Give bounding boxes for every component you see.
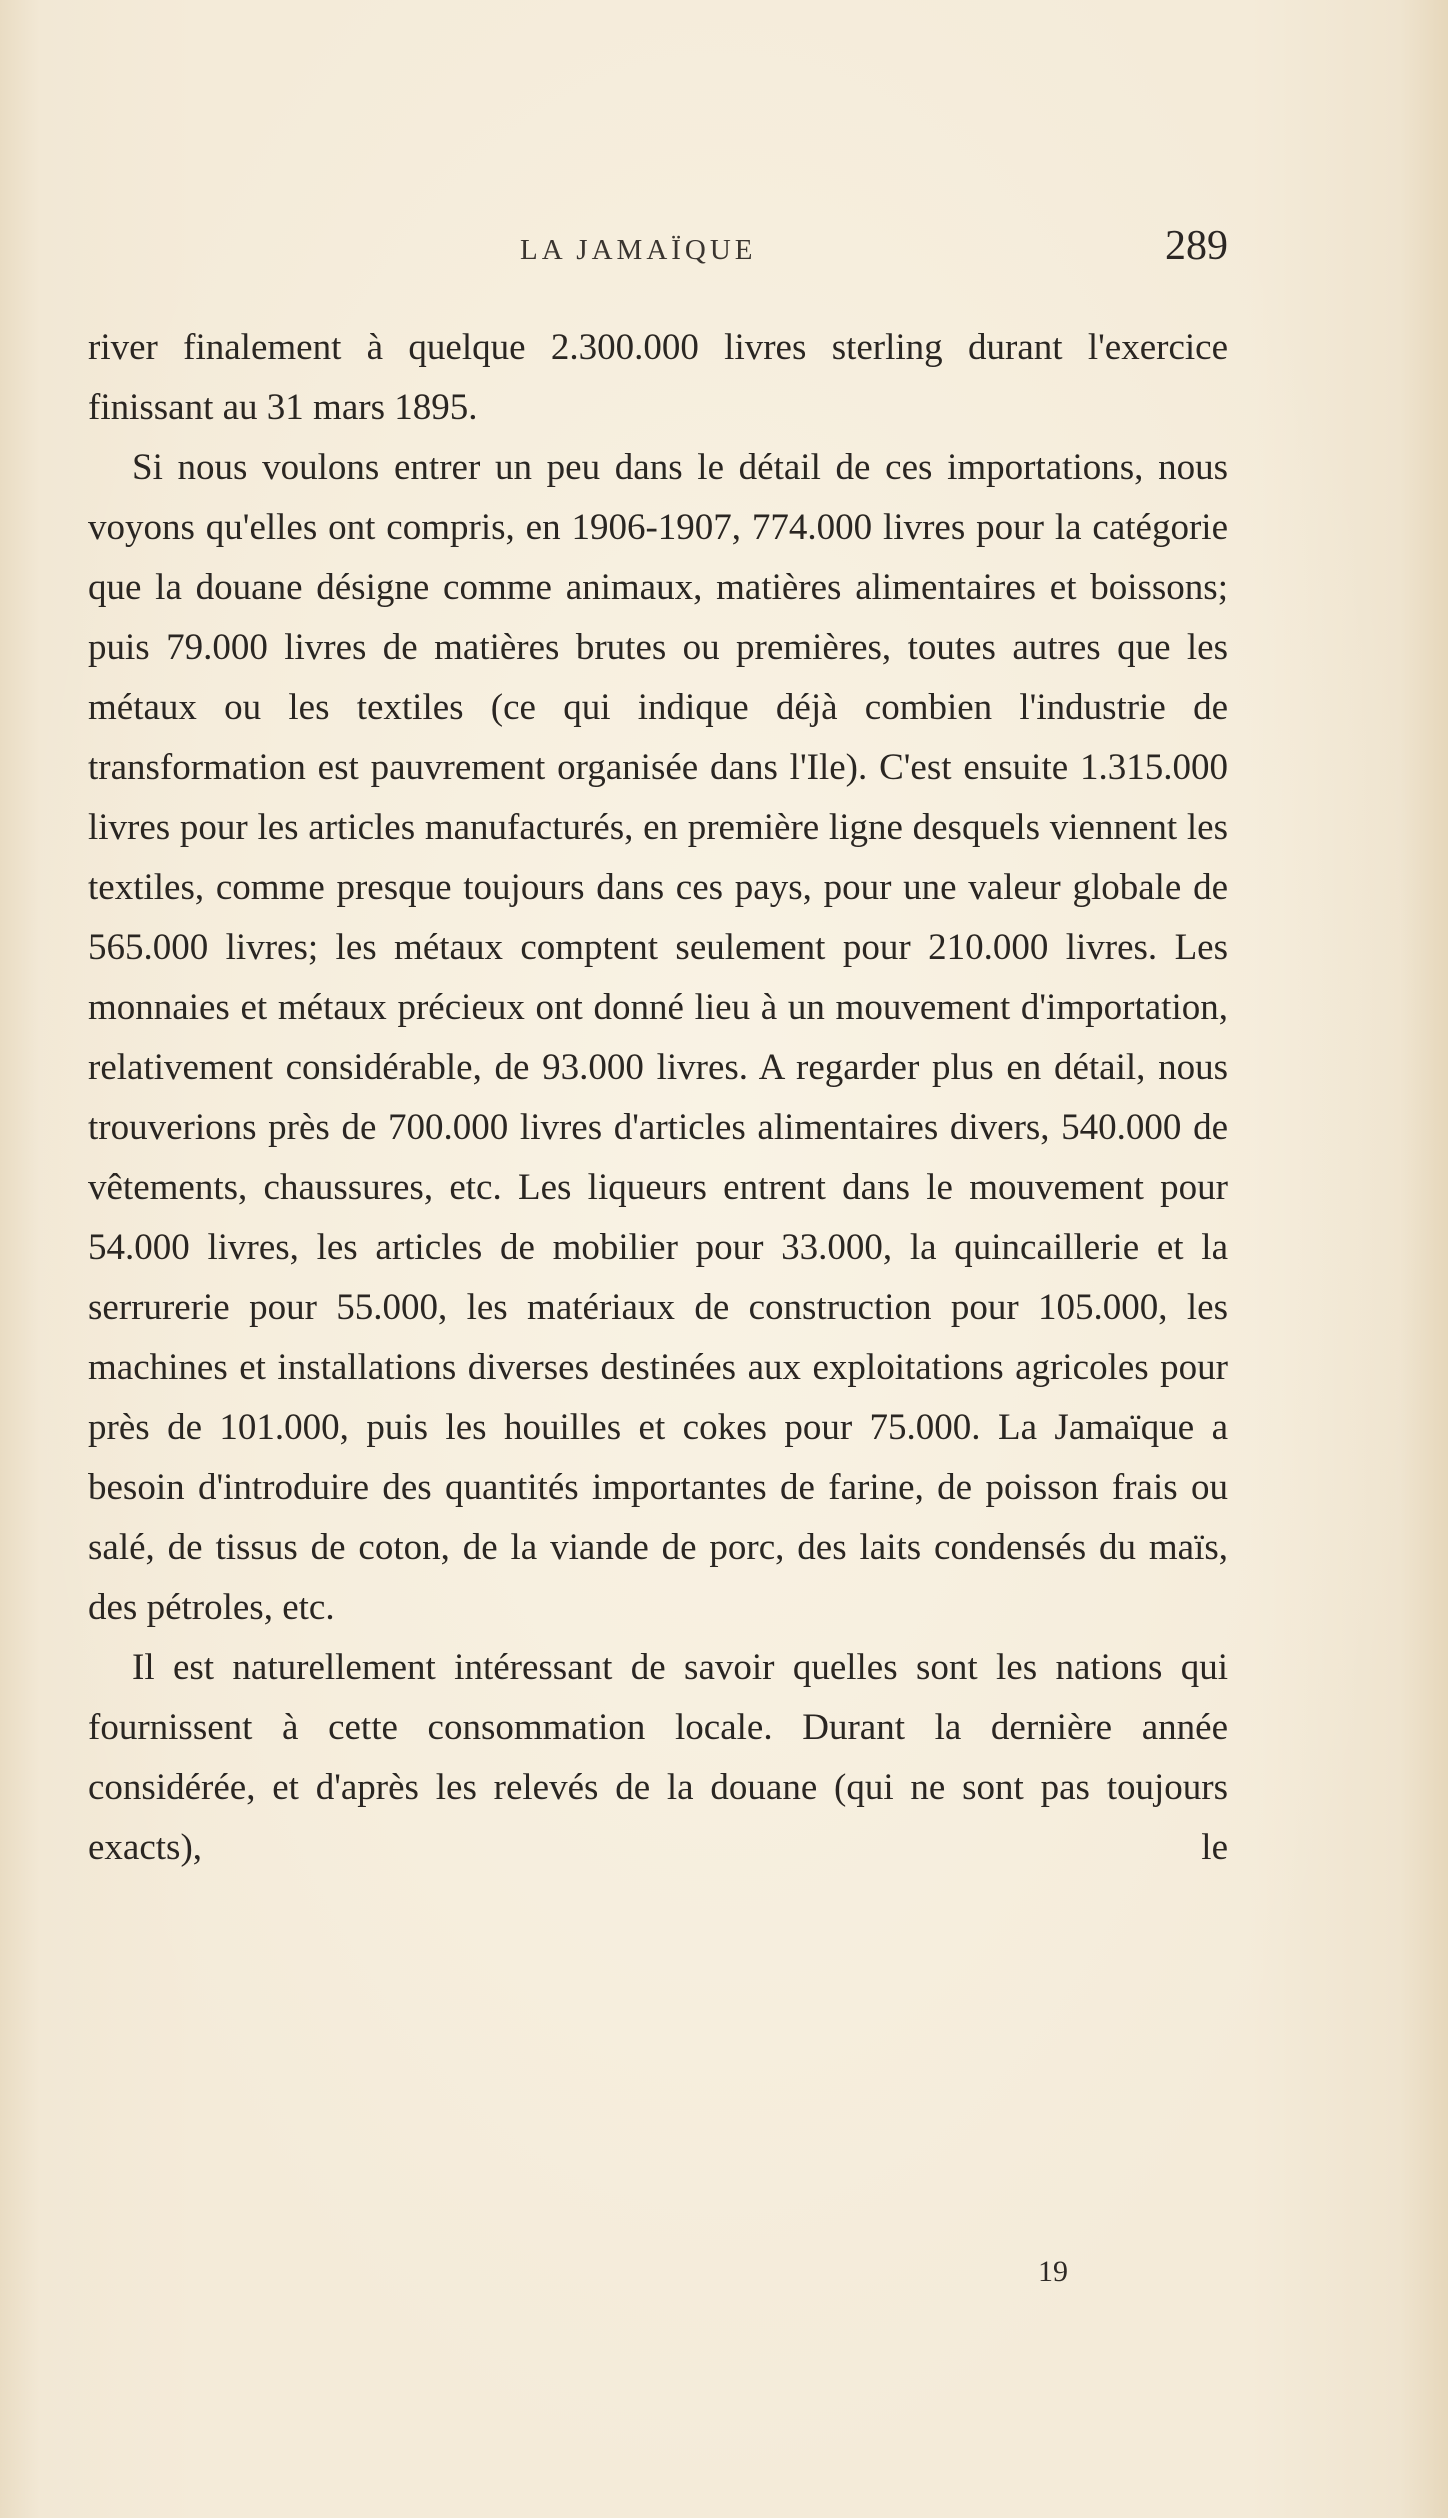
paragraph-continuation: river finalement à quelque 2.300.000 livres sterling durant l'exercice finissant au 31 mars 1895.	[88, 327, 1228, 428]
body-text	[88, 318, 1228, 1878]
signature-mark: 19	[1038, 2255, 1068, 2288]
paragraph-imports-detail: Si nous voulons entrer un peu dans le détail de ces importations, nous voyons qu'elles ont compris, en 1906-1907, 774.000 livres pour la catégorie que la douane désigne comme animaux, matières alimentaires et boissons; puis 79.000 livres de matières brutes ou premières, toutes autres que les métaux ou les textiles (ce qui indique déjà combien l'industrie de transformation est pauvrement organisée dans l'Ile). C'est ensuite 1.315.000 livres pour les articles manufacturés, en première ligne desquels viennent les textiles, comme presque toujours dans ces pays, pour une valeur globale de 565.000 livres; les métaux comptent seulement pour 210.000 livres. Les monnaies et métaux précieux ont donné lieu à un mouvement d'importation, relativement considérable, de 93.000 livres. A regarder plus en détail, nous trouverions près de 700.000 livres d'articles alimentaires divers, 540.000 de vêtements, chaussures, etc. Les liqueurs entrent dans le mouvement pour 54.000 livres, les articles de mobilier pour 33.000, la quincaillerie et la serrurerie pour 55.000, les matériaux de construction pour 105.000, les machines et installations diverses destinées aux exploitations agricoles pour près de 101.000, puis les houilles et cokes pour 75.000. La Jamaïque a besoin d'introduire des quantités importantes de farine, de poisson frais ou salé, de tissus de coton, de la viande de porc, des laits condensés du maïs, des pétroles, etc.	[88, 447, 1228, 1628]
page-header	[88, 222, 1228, 282]
page-number: 289	[1165, 223, 1228, 269]
running-title: LA JAMAÏQUE	[520, 234, 757, 266]
paragraph-supplier-nations: Il est naturellement intéressant de savoir quelles sont les nations qui fournissent à cette consommation locale. Durant la dernière année considérée, et d'après les relevés de la douane (qui ne sont pas toujours exacts), le	[88, 1647, 1228, 1868]
